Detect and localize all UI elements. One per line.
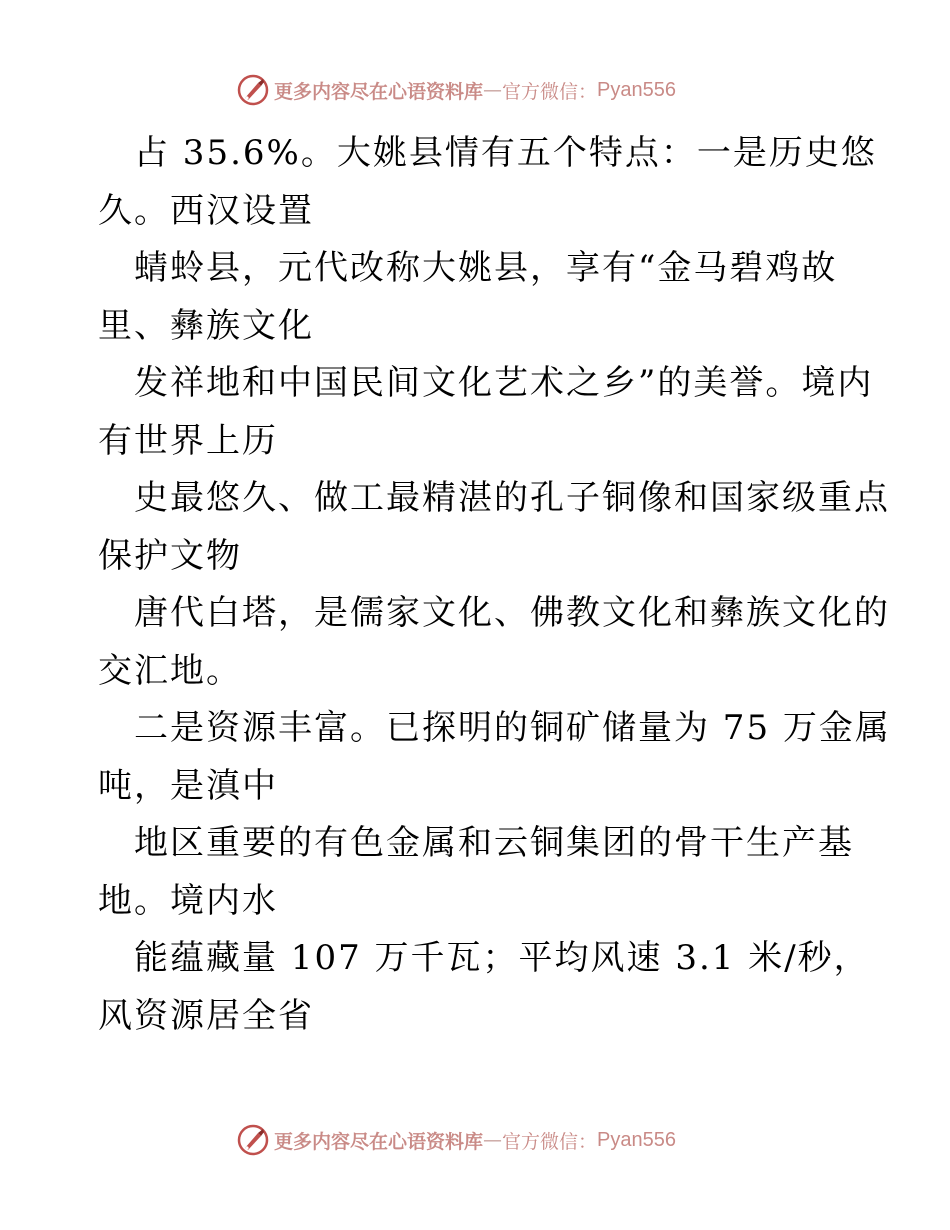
body-line: 有世界上历 [98,420,278,461]
body-line: 交汇地。 [98,650,242,691]
banner-wechat-label: 官方微信： [502,1130,598,1153]
banner-separator: — [483,1129,503,1151]
body-line: 蜻蛉县，元代改称大姚县，享有“金马碧鸡故 [134,248,838,288]
body-line: 久。西汉设置 [98,190,314,231]
banner-wechat-id: Pyan556 [597,1128,676,1151]
document-body [98,125,891,1045]
pen-logo-icon [236,73,270,107]
body-line: 保护文物 [98,535,242,576]
footer-banner [236,1122,676,1158]
banner-wechat-label: 官方微信： [502,80,598,103]
body-line: 风资源居全省 [98,995,314,1036]
banner-title: 更多内容尽在心语资料库 [274,80,484,103]
body-line: 吨，是滇中 [98,765,278,806]
body-line: 地。境内水 [98,880,278,921]
body-line: 占 35.6%。大姚县情有五个特点：一是历史悠 [134,133,877,173]
banner-separator: — [483,79,503,101]
body-line: 发祥地和中国民间文化艺术之乡”的美誉。境内 [134,363,874,403]
banner-wechat-id: Pyan556 [597,78,676,101]
body-line: 二是资源丰富。已探明的铜矿储量为 75 万金属 [134,708,891,748]
body-line: 里、彝族文化 [98,305,314,346]
body-line: 唐代白塔，是儒家文化、佛教文化和彝族文化的 [134,593,890,633]
body-line: 能蕴藏量 107 万千瓦；平均风速 3.1 米/秒， [134,938,870,978]
body-line: 史最悠久、做工最精湛的孔子铜像和国家级重点 [134,478,890,518]
pen-logo-icon [236,1123,270,1157]
body-line: 地区重要的有色金属和云铜集团的骨干生产基 [134,823,854,863]
header-banner [236,72,676,108]
banner-title: 更多内容尽在心语资料库 [274,1130,484,1153]
